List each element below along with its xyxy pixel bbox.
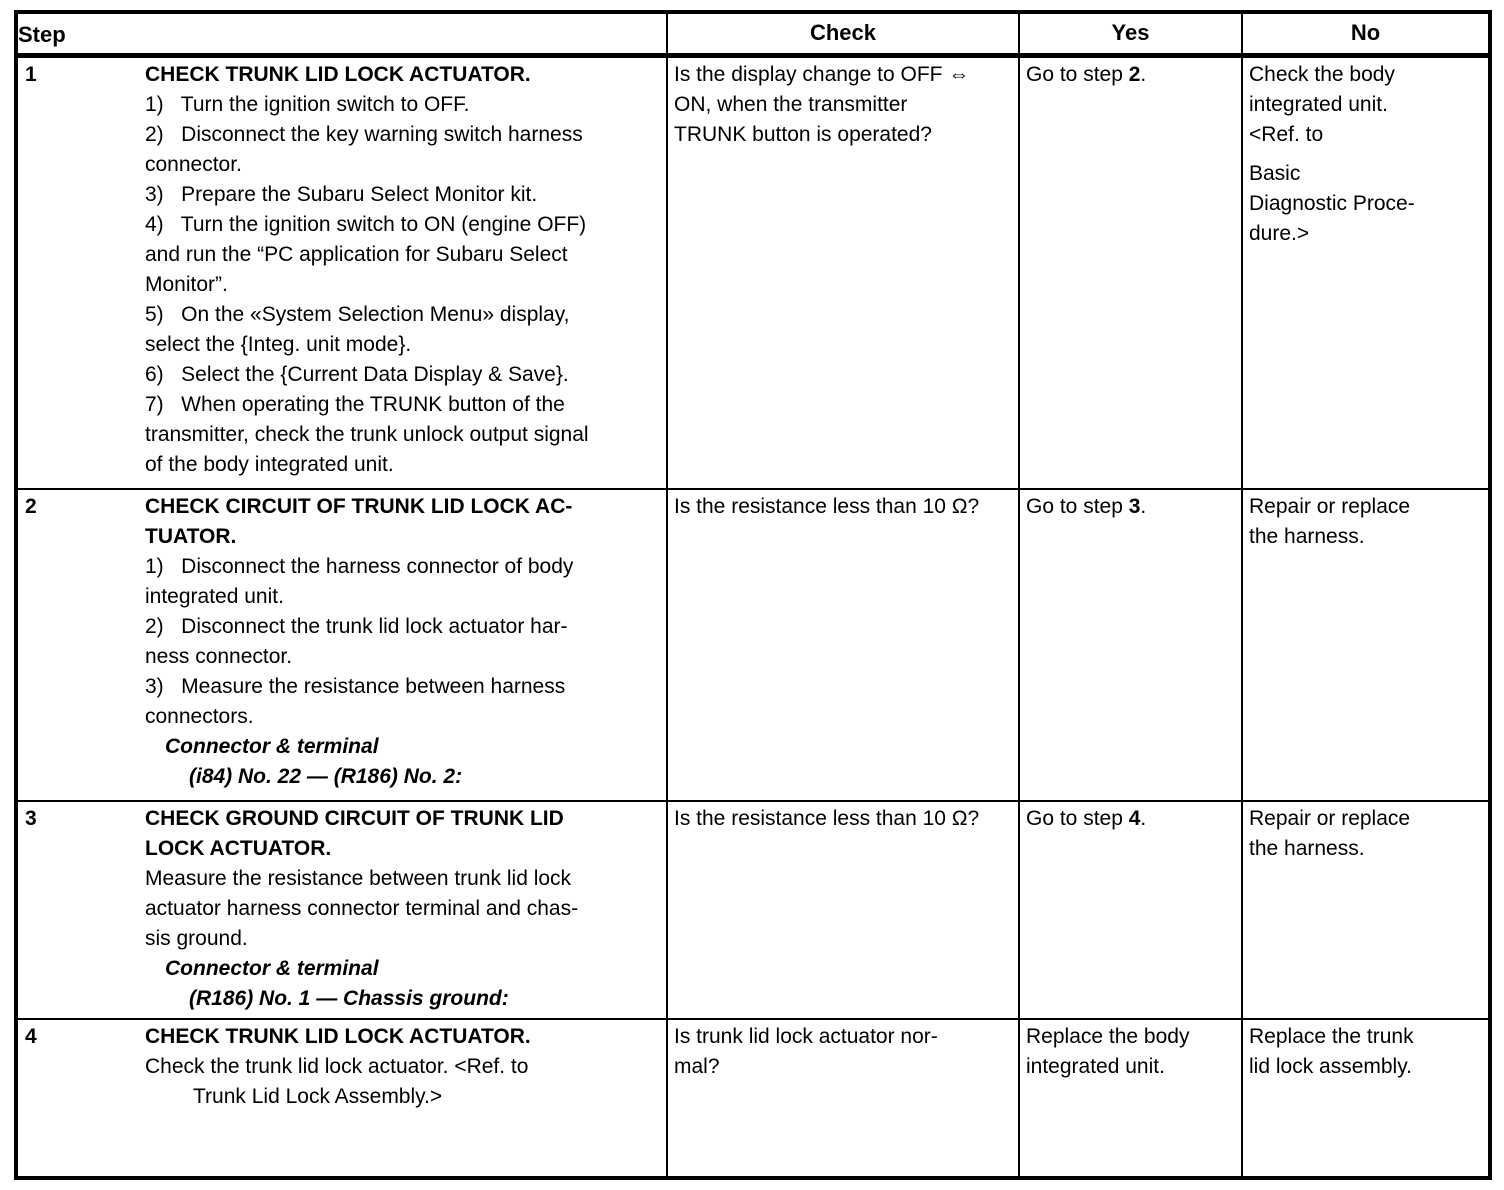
- step-line: 2) Disconnect the key warning switch harness: [145, 123, 583, 146]
- step-line: 3) Prepare the Subaru Select Monitor kit.: [145, 183, 538, 206]
- no-line: integrated unit.: [1249, 93, 1388, 116]
- no-line: dure.>: [1249, 222, 1310, 245]
- yes-cell: [1020, 802, 1243, 1018]
- check-line: mal?: [674, 1055, 720, 1078]
- no-line: Basic: [1249, 162, 1301, 185]
- step-line: CHECK TRUNK LID LOCK ACTUATOR.: [145, 1025, 531, 1048]
- yes-line: Go to step 4.: [1026, 807, 1147, 830]
- step-line: CHECK CIRCUIT OF TRUNK LID LOCK AC-: [145, 495, 573, 518]
- step-instructions: [145, 492, 666, 800]
- no-cell: [1243, 490, 1488, 800]
- step-line: 3) Measure the resistance between harness: [145, 675, 566, 698]
- step-line: Connector & terminal: [165, 957, 379, 980]
- no-line: <Ref. to: [1249, 123, 1324, 146]
- step-line: connector.: [145, 153, 242, 176]
- step-line: 5) On the «System Selection Menu» display,: [145, 303, 570, 326]
- step-line: LOCK ACTUATOR.: [145, 837, 332, 860]
- check-line: Is trunk lid lock actuator nor-: [674, 1025, 938, 1048]
- step-line: actuator harness connector terminal and chas-: [145, 897, 579, 920]
- check-cell: [668, 58, 1020, 488]
- step-instructions: [145, 804, 666, 1018]
- table-row: [18, 58, 1488, 490]
- step-line: 6) Select the {Current Data Display & Save}.: [145, 363, 569, 386]
- no-line: Replace the trunk: [1249, 1025, 1414, 1048]
- step-number: 2: [25, 495, 37, 518]
- step-line: CHECK TRUNK LID LOCK ACTUATOR.: [145, 63, 531, 86]
- step-line: select the {Integ. unit mode}.: [145, 333, 412, 356]
- step-number: 4: [25, 1025, 37, 1048]
- yes-line: Go to step 2.: [1026, 63, 1147, 86]
- yes-cell: [1020, 58, 1243, 488]
- yes-cell: [1020, 490, 1243, 800]
- step-instructions: [145, 1022, 666, 1176]
- step-line: Connector & terminal: [165, 735, 379, 758]
- no-line: the harness.: [1249, 837, 1365, 860]
- table-header-row: [18, 14, 1488, 58]
- step-line: 2) Disconnect the trunk lid lock actuator har-: [145, 615, 568, 638]
- step-number: 1: [25, 63, 37, 86]
- no-line: the harness.: [1249, 525, 1365, 548]
- check-line: Is the resistance less than 10 Ω?: [674, 807, 980, 830]
- check-line: ON, when the transmitter: [674, 93, 908, 116]
- check-line: TRUNK button is operated?: [674, 123, 932, 146]
- step-line: integrated unit.: [145, 585, 284, 608]
- step-line: Check the trunk lid lock actuator. <Ref. to: [145, 1055, 529, 1078]
- yes-line: Go to step 3.: [1026, 495, 1147, 518]
- no-line: Repair or replace: [1249, 495, 1411, 518]
- step-line: Monitor”.: [145, 273, 228, 296]
- step-line: 1) Turn the ignition switch to OFF.: [145, 93, 470, 116]
- step-line: sis ground.: [145, 927, 248, 950]
- check-cell: [668, 1020, 1020, 1176]
- step-line: and run the “PC application for Subaru Select: [145, 243, 568, 266]
- table-row: [18, 490, 1488, 802]
- step-instructions: [145, 60, 666, 488]
- step-line: of the body integrated unit.: [145, 453, 394, 476]
- step-cell: [18, 490, 668, 800]
- step-line: CHECK GROUND CIRCUIT OF TRUNK LID: [145, 807, 564, 830]
- step-line: ness connector.: [145, 645, 293, 668]
- check-cell: [668, 802, 1020, 1018]
- no-line: Check the body: [1249, 63, 1395, 86]
- check-line: Is the resistance less than 10 Ω?: [674, 495, 980, 518]
- table-row: [18, 802, 1488, 1020]
- no-cell: [1243, 802, 1488, 1018]
- column-header-no: No: [1350, 20, 1381, 45]
- step-number: 3: [25, 807, 37, 830]
- no-cell: [1243, 58, 1488, 488]
- check-line: Is the display change to OFF ⇔: [674, 63, 970, 86]
- no-cell: [1243, 1020, 1488, 1176]
- column-header-step: Step: [18, 14, 668, 53]
- step-line: Measure the resistance between trunk lid lock: [145, 867, 572, 890]
- step-cell: [18, 58, 668, 488]
- column-header-yes: Yes: [1020, 14, 1243, 53]
- step-line: (R186) No. 1 — Chassis ground:: [189, 987, 509, 1010]
- check-cell: [668, 490, 1020, 800]
- table-row: [18, 1020, 1488, 1176]
- yes-line: integrated unit.: [1026, 1055, 1165, 1078]
- yes-line: Replace the body: [1026, 1025, 1190, 1048]
- step-line: 7) When operating the TRUNK button of the: [145, 393, 565, 416]
- diagnostic-table: [14, 10, 1492, 1180]
- no-line: lid lock assembly.: [1249, 1055, 1412, 1078]
- step-cell: [18, 1020, 668, 1176]
- yes-cell: [1020, 1020, 1243, 1176]
- no-line: Repair or replace: [1249, 807, 1411, 830]
- step-line: TUATOR.: [145, 525, 237, 548]
- step-line: 1) Disconnect the harness connector of body: [145, 555, 574, 578]
- no-line: Diagnostic Proce-: [1249, 192, 1415, 215]
- step-line: Trunk Lid Lock Assembly.>: [193, 1085, 443, 1108]
- step-line: (i84) No. 22 — (R186) No. 2:: [189, 765, 463, 788]
- step-line: connectors.: [145, 705, 254, 728]
- step-cell: [18, 802, 668, 1018]
- column-header-check: Check: [668, 14, 1020, 53]
- table-body: [18, 58, 1488, 1176]
- step-line: 4) Turn the ignition switch to ON (engine OFF): [145, 213, 587, 236]
- step-line: transmitter, check the trunk unlock output signal: [145, 423, 589, 446]
